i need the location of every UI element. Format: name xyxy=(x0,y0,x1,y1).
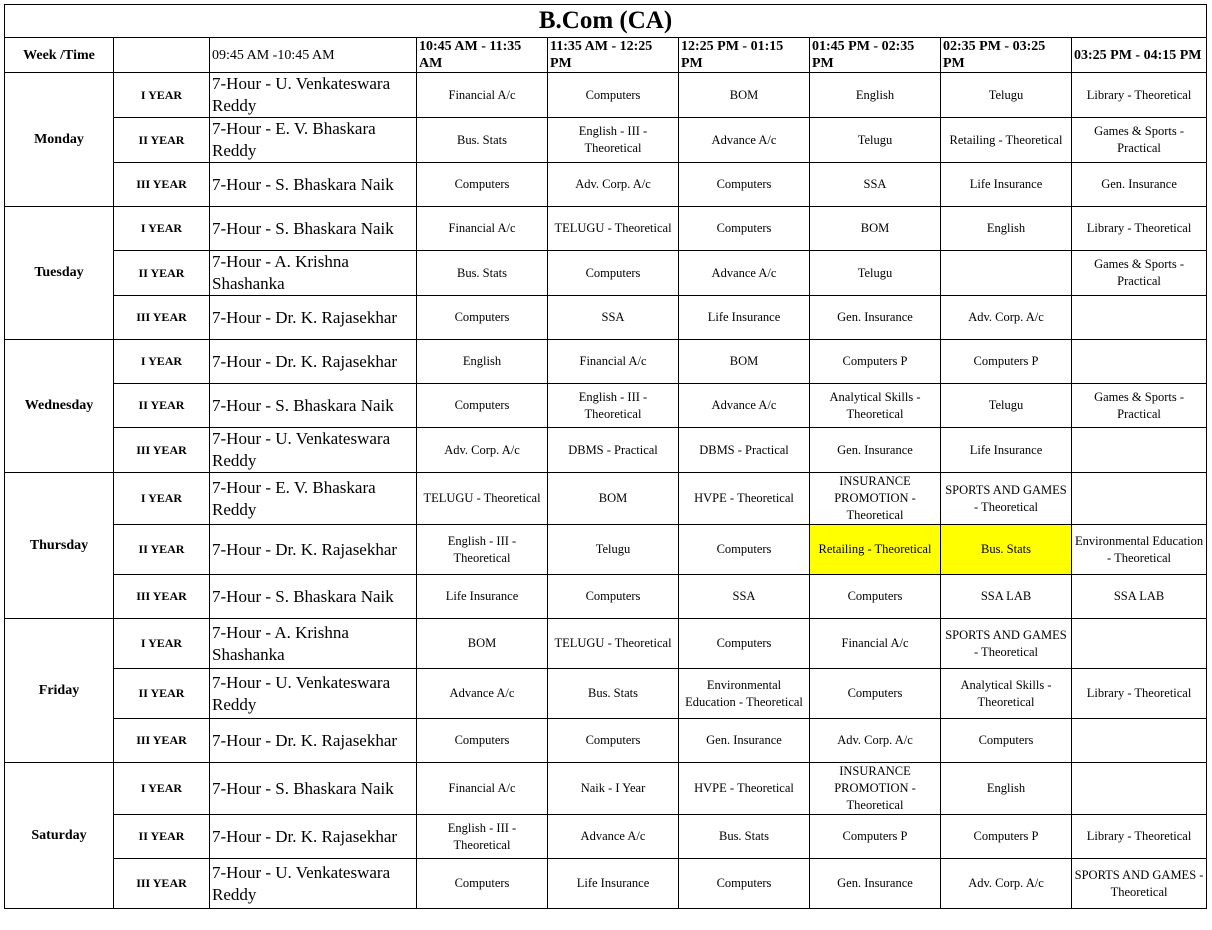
subject-cell: SPORTS AND GAMES - Theoretical xyxy=(1072,859,1207,909)
time-slot-header: 12:25 PM - 01:15 PM xyxy=(679,38,810,73)
year-label: III YEAR xyxy=(114,428,210,473)
year-label: III YEAR xyxy=(114,296,210,340)
subject-cell: Bus. Stats xyxy=(548,669,679,719)
subject-cell: SSA LAB xyxy=(1072,575,1207,619)
year-label: I YEAR xyxy=(114,473,210,525)
table-row xyxy=(5,207,1207,251)
subject-cell: Financial A/c xyxy=(417,207,548,251)
year-label: II YEAR xyxy=(114,118,210,163)
hour-teacher-cell: 7-Hour - Dr. K. Rajasekhar xyxy=(210,340,417,384)
subject-cell: Telugu xyxy=(941,384,1072,428)
subject-cell: Computers P xyxy=(810,815,941,859)
table-row xyxy=(5,473,1207,525)
hour-teacher-cell: 7-Hour - S. Bhaskara Naik xyxy=(210,207,417,251)
subject-cell xyxy=(1072,719,1207,763)
subject-cell: Analytical Skills - Theoretical xyxy=(810,384,941,428)
subject-cell: Bus. Stats xyxy=(941,525,1072,575)
subject-cell: English - III - Theoretical xyxy=(548,384,679,428)
subject-cell: Life Insurance xyxy=(417,575,548,619)
subject-cell: Telugu xyxy=(810,251,941,296)
subject-cell: Financial A/c xyxy=(417,73,548,118)
subject-cell: DBMS - Practical xyxy=(679,428,810,473)
table-row xyxy=(5,340,1207,384)
hour-teacher-cell: 7-Hour - E. V. Bhaskara Reddy xyxy=(210,118,417,163)
subject-cell: SSA LAB xyxy=(941,575,1072,619)
page-title: B.Com (CA) xyxy=(5,5,1207,38)
subject-cell: Adv. Corp. A/c xyxy=(548,163,679,207)
subject-cell: Games & Sports - Practical xyxy=(1072,384,1207,428)
subject-cell: BOM xyxy=(679,73,810,118)
table-row xyxy=(5,815,1207,859)
subject-cell: Financial A/c xyxy=(548,340,679,384)
subject-cell: SPORTS AND GAMES - Theoretical xyxy=(941,619,1072,669)
subject-cell: Advance A/c xyxy=(679,251,810,296)
time-slot-header: 09:45 AM -10:45 AM xyxy=(210,38,417,73)
table-row xyxy=(5,163,1207,207)
subject-cell: English xyxy=(941,763,1072,815)
subject-cell: Games & Sports - Practical xyxy=(1072,251,1207,296)
subject-cell: Computers xyxy=(417,163,548,207)
subject-cell: HVPE - Theoretical xyxy=(679,763,810,815)
hour-teacher-cell: 7-Hour - Dr. K. Rajasekhar xyxy=(210,719,417,763)
hour-teacher-cell: 7-Hour - S. Bhaskara Naik xyxy=(210,163,417,207)
hour-teacher-cell: 7-Hour - U. Venkateswara Reddy xyxy=(210,669,417,719)
subject-cell: Advance A/c xyxy=(548,815,679,859)
table-row xyxy=(5,118,1207,163)
year-label: I YEAR xyxy=(114,73,210,118)
table-row xyxy=(5,73,1207,118)
subject-cell: Games & Sports - Practical xyxy=(1072,118,1207,163)
subject-cell: Adv. Corp. A/c xyxy=(941,296,1072,340)
day-label: Thursday xyxy=(5,473,114,619)
subject-cell: BOM xyxy=(810,207,941,251)
subject-cell: Telugu xyxy=(810,118,941,163)
subject-cell: Computers xyxy=(548,251,679,296)
hour-teacher-cell: 7-Hour - Dr. K. Rajasekhar xyxy=(210,296,417,340)
subject-cell: Computers P xyxy=(941,340,1072,384)
hour-teacher-cell: 7-Hour - Dr. K. Rajasekhar xyxy=(210,815,417,859)
time-slot-header: 02:35 PM - 03:25 PM xyxy=(941,38,1072,73)
subject-cell: TELUGU - Theoretical xyxy=(548,619,679,669)
subject-cell: Library - Theoretical xyxy=(1072,207,1207,251)
subject-cell: Analytical Skills - Theoretical xyxy=(941,669,1072,719)
subject-cell: Computers P xyxy=(810,340,941,384)
subject-cell: Computers P xyxy=(941,815,1072,859)
subject-cell: Gen. Insurance xyxy=(810,296,941,340)
subject-cell: SSA xyxy=(548,296,679,340)
subject-cell xyxy=(941,251,1072,296)
day-label: Wednesday xyxy=(5,340,114,473)
subject-cell: Computers xyxy=(679,525,810,575)
subject-cell: Advance A/c xyxy=(417,669,548,719)
subject-cell: Retailing - Theoretical xyxy=(941,118,1072,163)
day-label: Monday xyxy=(5,73,114,207)
subject-cell xyxy=(1072,340,1207,384)
subject-cell: Bus. Stats xyxy=(417,118,548,163)
time-slot-header: 10:45 AM - 11:35 AM xyxy=(417,38,548,73)
subject-cell: HVPE - Theoretical xyxy=(679,473,810,525)
year-label: III YEAR xyxy=(114,163,210,207)
hour-teacher-cell: 7-Hour - A. Krishna Shashanka xyxy=(210,619,417,669)
subject-cell xyxy=(1072,763,1207,815)
subject-cell xyxy=(1072,428,1207,473)
subject-cell: Computers xyxy=(810,575,941,619)
subject-cell: Life Insurance xyxy=(548,859,679,909)
subject-cell: Gen. Insurance xyxy=(1072,163,1207,207)
table-row xyxy=(5,669,1207,719)
table-row xyxy=(5,251,1207,296)
subject-cell: Computers xyxy=(548,73,679,118)
subject-cell: Library - Theoretical xyxy=(1072,815,1207,859)
table-row xyxy=(5,384,1207,428)
subject-cell: Financial A/c xyxy=(417,763,548,815)
subject-cell: Advance A/c xyxy=(679,384,810,428)
subject-cell: Adv. Corp. A/c xyxy=(941,859,1072,909)
subject-cell: Life Insurance xyxy=(679,296,810,340)
timetable-body xyxy=(5,73,1207,909)
year-label: III YEAR xyxy=(114,719,210,763)
subject-cell: Gen. Insurance xyxy=(679,719,810,763)
subject-cell: Computers xyxy=(810,669,941,719)
subject-cell: Computers xyxy=(679,163,810,207)
table-row xyxy=(5,428,1207,473)
subject-cell: English - III - Theoretical xyxy=(417,815,548,859)
subject-cell: English xyxy=(941,207,1072,251)
time-slot-header: 11:35 AM - 12:25 PM xyxy=(548,38,679,73)
time-slot-header: 03:25 PM - 04:15 PM xyxy=(1072,38,1207,73)
subject-cell: English - III - Theoretical xyxy=(548,118,679,163)
subject-cell: Financial A/c xyxy=(810,619,941,669)
blank-header xyxy=(114,38,210,73)
hour-teacher-cell: 7-Hour - S. Bhaskara Naik xyxy=(210,575,417,619)
subject-cell: English xyxy=(810,73,941,118)
table-row xyxy=(5,525,1207,575)
subject-cell: BOM xyxy=(548,473,679,525)
subject-cell: Bus. Stats xyxy=(417,251,548,296)
subject-cell: BOM xyxy=(679,340,810,384)
table-row xyxy=(5,619,1207,669)
subject-cell: English - III - Theoretical xyxy=(417,525,548,575)
subject-cell: Retailing - Theoretical xyxy=(810,525,941,575)
subject-cell xyxy=(1072,296,1207,340)
subject-cell: Naik - I Year xyxy=(548,763,679,815)
subject-cell: Adv. Corp. A/c xyxy=(810,719,941,763)
table-row xyxy=(5,296,1207,340)
subject-cell: TELUGU - Theoretical xyxy=(417,473,548,525)
subject-cell: Computers xyxy=(941,719,1072,763)
hour-teacher-cell: 7-Hour - S. Bhaskara Naik xyxy=(210,763,417,815)
subject-cell: Life Insurance xyxy=(941,163,1072,207)
year-label: II YEAR xyxy=(114,525,210,575)
subject-cell: Computers xyxy=(417,719,548,763)
week-time-header: Week /Time xyxy=(5,38,114,73)
subject-cell: Library - Theoretical xyxy=(1072,73,1207,118)
hour-teacher-cell: 7-Hour - Dr. K. Rajasekhar xyxy=(210,525,417,575)
subject-cell: SSA xyxy=(810,163,941,207)
year-label: I YEAR xyxy=(114,207,210,251)
subject-cell: Telugu xyxy=(548,525,679,575)
year-label: I YEAR xyxy=(114,340,210,384)
subject-cell: TELUGU - Theoretical xyxy=(548,207,679,251)
subject-cell: Gen. Insurance xyxy=(810,428,941,473)
year-label: II YEAR xyxy=(114,815,210,859)
subject-cell: SPORTS AND GAMES - Theoretical xyxy=(941,473,1072,525)
subject-cell: Computers xyxy=(679,207,810,251)
subject-cell: Computers xyxy=(548,719,679,763)
year-label: II YEAR xyxy=(114,251,210,296)
subject-cell: Environmental Education - Theoretical xyxy=(1072,525,1207,575)
subject-cell: Library - Theoretical xyxy=(1072,669,1207,719)
timetable xyxy=(4,4,1207,909)
subject-cell: Computers xyxy=(417,384,548,428)
table-row xyxy=(5,763,1207,815)
subject-cell: Computers xyxy=(417,859,548,909)
subject-cell: Bus. Stats xyxy=(679,815,810,859)
subject-cell: Advance A/c xyxy=(679,118,810,163)
hour-teacher-cell: 7-Hour - U. Venkateswara Reddy xyxy=(210,428,417,473)
subject-cell: BOM xyxy=(417,619,548,669)
subject-cell: Computers xyxy=(548,575,679,619)
hour-teacher-cell: 7-Hour - U. Venkateswara Reddy xyxy=(210,859,417,909)
subject-cell: Life Insurance xyxy=(941,428,1072,473)
subject-cell: DBMS - Practical xyxy=(548,428,679,473)
year-label: I YEAR xyxy=(114,763,210,815)
hour-teacher-cell: 7-Hour - E. V. Bhaskara Reddy xyxy=(210,473,417,525)
table-row xyxy=(5,859,1207,909)
subject-cell: Telugu xyxy=(941,73,1072,118)
day-label: Tuesday xyxy=(5,207,114,340)
subject-cell: SSA xyxy=(679,575,810,619)
year-label: II YEAR xyxy=(114,669,210,719)
subject-cell xyxy=(1072,619,1207,669)
hour-teacher-cell: 7-Hour - S. Bhaskara Naik xyxy=(210,384,417,428)
year-label: II YEAR xyxy=(114,384,210,428)
subject-cell: Adv. Corp. A/c xyxy=(417,428,548,473)
time-slot-header: 01:45 PM - 02:35 PM xyxy=(810,38,941,73)
day-label: Saturday xyxy=(5,763,114,909)
table-row xyxy=(5,575,1207,619)
table-row xyxy=(5,719,1207,763)
day-label: Friday xyxy=(5,619,114,763)
subject-cell xyxy=(1072,473,1207,525)
subject-cell: Computers xyxy=(679,619,810,669)
year-label: III YEAR xyxy=(114,575,210,619)
subject-cell: Computers xyxy=(417,296,548,340)
year-label: I YEAR xyxy=(114,619,210,669)
subject-cell: Gen. Insurance xyxy=(810,859,941,909)
hour-teacher-cell: 7-Hour - U. Venkateswara Reddy xyxy=(210,73,417,118)
year-label: III YEAR xyxy=(114,859,210,909)
subject-cell: Computers xyxy=(679,859,810,909)
subject-cell: INSURANCE PROMOTION - Theoretical xyxy=(810,763,941,815)
subject-cell: English xyxy=(417,340,548,384)
hour-teacher-cell: 7-Hour - A. Krishna Shashanka xyxy=(210,251,417,296)
subject-cell: Environmental Education - Theoretical xyxy=(679,669,810,719)
subject-cell: INSURANCE PROMOTION - Theoretical xyxy=(810,473,941,525)
